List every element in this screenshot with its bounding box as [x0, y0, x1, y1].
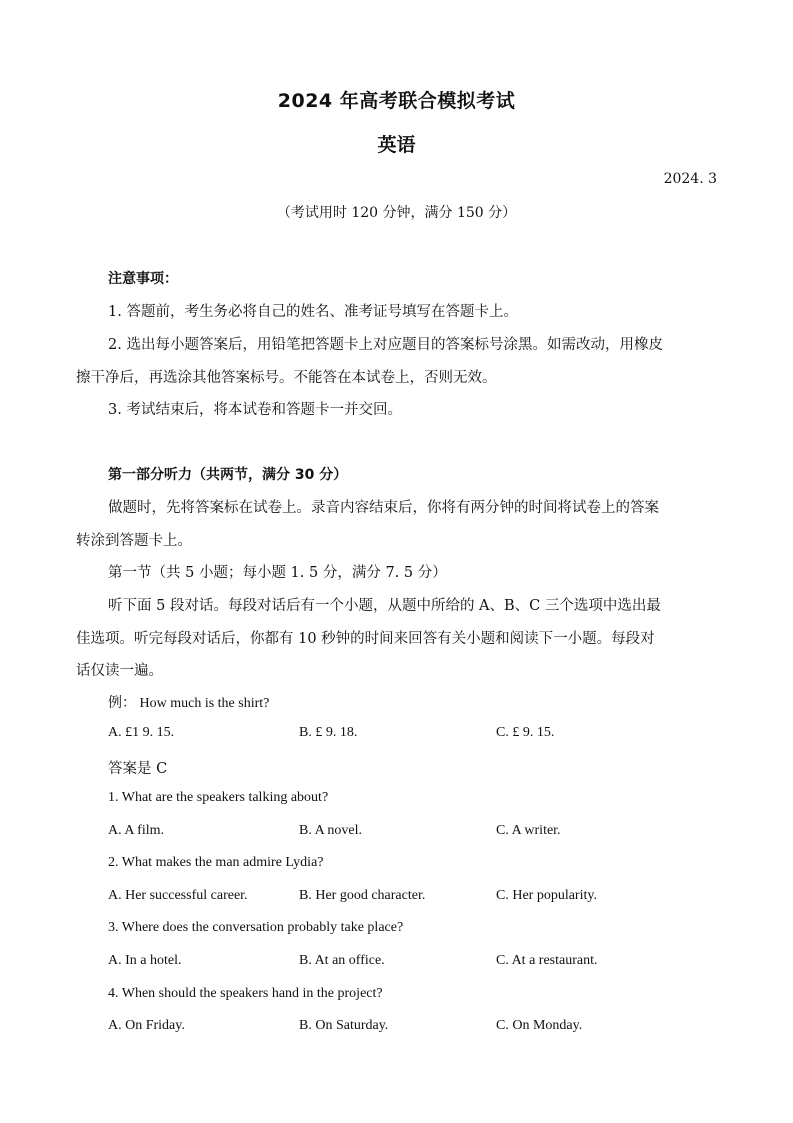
- exam-duration-note: （考试用时 120 分钟，满分 150 分）: [276, 205, 517, 221]
- question-4-option-a: A. On Friday.: [108, 1018, 185, 1033]
- example-option-a: A. £1 9. 15.: [108, 725, 175, 740]
- exam-subject: 英语: [377, 134, 416, 156]
- notice-item-3: 3. 考试结束后，将本试卷和答题卡一并交回。: [108, 402, 402, 418]
- question-2-option-a: A. Her successful career.: [108, 888, 248, 903]
- question-4: 4. When should the speakers hand in the project?: [108, 986, 383, 1001]
- part1-intro: 做题时，先将答案标在试卷上。录音内容结束后，你将有两分钟的时间将试卷上的答案: [108, 500, 659, 516]
- example-option-b: B. £ 9. 18.: [299, 725, 358, 740]
- question-1-option-b: B. A novel.: [299, 823, 363, 838]
- question-3-option-c: C. At a restaurant.: [496, 953, 598, 968]
- exam-date: 2024. 3: [663, 171, 717, 187]
- notice-item-2-continued: 擦干净后，再选涂其他答案标号。不能答在本试卷上，否则无效。: [76, 370, 497, 386]
- question-2-option-c: C. Her popularity.: [496, 888, 597, 903]
- example-option-c: C. £ 9. 15.: [496, 725, 555, 740]
- question-1-option-c: C. A writer.: [496, 823, 561, 838]
- question-4-option-b: B. On Saturday.: [299, 1018, 389, 1033]
- part1-intro-continued: 转涂到答题卡上。: [76, 533, 192, 549]
- section1-instructions: 听下面 5 段对话。每段对话后有一个小题，从题中所给的 A、B、C 三个选项中选出最: [108, 598, 661, 614]
- question-2: 2. What makes the man admire Lydia?: [108, 855, 324, 870]
- notices-heading: 注意事项：: [108, 271, 178, 287]
- section1-heading: 第一节（共 5 小题；每小题 1. 5 分，满分 7. 5 分）: [108, 565, 447, 581]
- example-answer: 答案是 C: [108, 761, 168, 777]
- notice-item-2: 2. 选出每小题答案后，用铅笔把答题卡上对应题目的答案标号涂黑。如需改动，用橡皮: [108, 337, 663, 353]
- question-3-option-b: B. At an office.: [299, 953, 385, 968]
- notice-item-1: 1. 答题前，考生务必将自己的姓名、准考证号填写在答题卡上。: [108, 304, 518, 320]
- question-1: 1. What are the speakers talking about?: [108, 790, 329, 805]
- question-1-option-a: A. A film.: [108, 823, 165, 838]
- part1-heading: 第一部分听力（共两节，满分 30 分）: [108, 467, 348, 483]
- exam-title: 2024 年高考联合模拟考试: [277, 90, 516, 112]
- question-4-option-c: C. On Monday.: [496, 1018, 583, 1033]
- question-3: 3. Where does the conversation probably take place?: [108, 920, 404, 935]
- section1-instructions-line2: 佳选项。听完每段对话后，你都有 10 秒钟的时间来回答有关小题和阅读下一小题。每段对: [76, 631, 655, 647]
- question-3-option-a: A. In a hotel.: [108, 953, 182, 968]
- section1-instructions-line3: 话仅读一遍。: [76, 663, 163, 679]
- question-2-option-b: B. Her good character.: [299, 888, 426, 903]
- example-question: 例： How much is the shirt?: [108, 696, 270, 711]
